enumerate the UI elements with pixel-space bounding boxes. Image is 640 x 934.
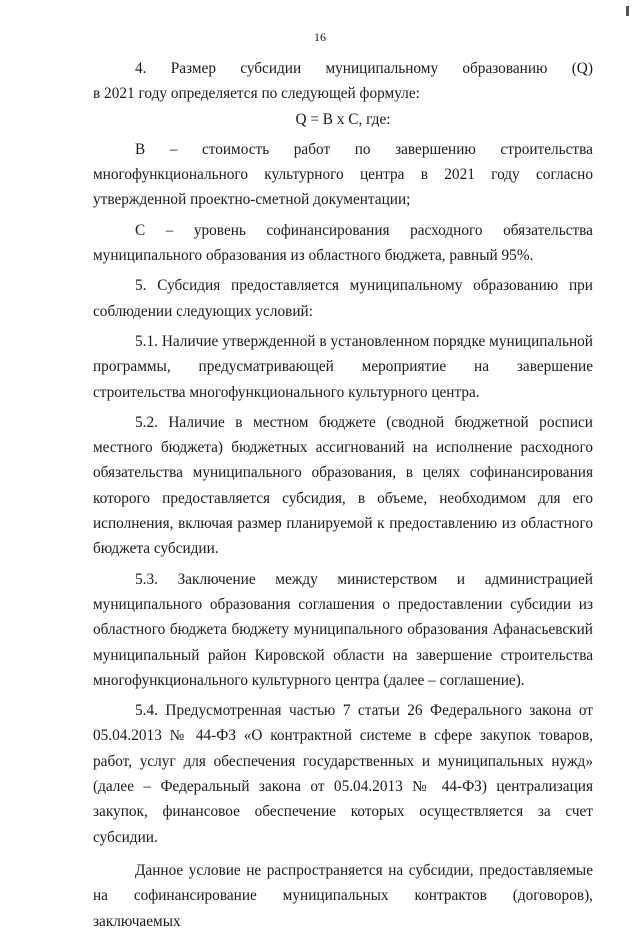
line-word: C xyxy=(135,221,146,239)
line-word: софинансирования xyxy=(266,221,390,239)
paragraph-5-3-first-line xyxy=(93,567,593,592)
line-word: – xyxy=(165,221,174,239)
line-word: Размер xyxy=(170,60,216,77)
line-word: по xyxy=(354,140,371,158)
line-word: стоимость xyxy=(201,140,270,158)
line-word: образованию xyxy=(462,60,548,77)
paragraph-5: 5. Субсидия предоставляется муниципальному образованию при соблюдении следующих условий: xyxy=(93,277,593,320)
paragraph-4-continuation: в 2021 году определяется по следующей формуле: xyxy=(93,85,420,103)
line-word: (Q) xyxy=(571,60,593,77)
line-word: субсидии xyxy=(240,60,302,77)
definition-b-first-line xyxy=(93,137,593,162)
line-word: завершению xyxy=(395,140,476,158)
line-word: между xyxy=(275,570,318,588)
scan-mark xyxy=(626,6,629,16)
line-word: Заключение xyxy=(177,570,256,588)
line-word: 5.3. xyxy=(135,570,158,588)
paragraph-4-first-line xyxy=(93,56,593,81)
line-word: расходного xyxy=(410,221,483,239)
formula: Q = B x C, где: xyxy=(295,110,391,128)
paragraph-5-4-note: Данное условие не распространяется на субсидии, предоставляемые на софинансирование муниципальных контрактов (договоров), заключаемых xyxy=(93,861,593,930)
definition-c-first-line xyxy=(93,218,593,243)
line-word: работ xyxy=(293,140,331,158)
definition-c-continuation: муниципального образования из областного бюджета, равный 95%. xyxy=(93,247,534,265)
line-word: муниципальному xyxy=(325,60,439,77)
paragraph-5-1: 5.1. Наличие утвержденной в установленном порядке муниципальной программы, предусматривающей мероприятие на завершение строительства многофункционального культурного центра. xyxy=(93,332,593,401)
line-word: министерством xyxy=(337,570,438,588)
paragraph-5-3-continuation: муниципального образования соглашения о предоставлении субсидии из областного бюджета бюджету муниципального образования Афанасьевский муниципальный район Кировской области на завершение строительства многофункционального культурного центра (далее – соглашение). xyxy=(93,595,593,689)
page-number: 16 xyxy=(314,30,326,44)
paragraph-5-4: 5.4. Предусмотренная частью 7 статьи 26 Федерального закона от 05.04.2013 № 44-ФЗ «О контрактной системе в сфере закупок товаров, работ, услуг для обеспечения государственных и муниципальных нужд» (далее – Федеральный закона от 05.04.2013 № 44-ФЗ) централизация закупок, финансовое обеспечение которых осуществляется за счет субсидии. xyxy=(93,702,593,846)
definition-b-continuation: многофункционального культурного центра в 2021 году согласно утвержденной проектно-сметной документации; xyxy=(93,166,593,209)
line-word: администрацией xyxy=(484,570,593,588)
line-word: уровень xyxy=(193,221,246,239)
line-word: и xyxy=(456,570,466,588)
line-word: B xyxy=(135,140,146,158)
document-body xyxy=(93,56,593,934)
line-word: 4. xyxy=(135,60,147,77)
line-word: обязательства xyxy=(503,221,593,239)
paragraph-5-2: 5.2. Наличие в местном бюджете (сводной бюджетной росписи местного бюджета) бюджетных ассигнований на исполнение расходного обязательства муниципального образования, в целях софинансирования которого предоставляется субсидия, в объеме, необходимом для его исполнения, включая размер планируемой к предоставлению из областного бюджета субсидии. xyxy=(93,413,593,558)
line-word: строительства xyxy=(500,140,593,158)
line-word: – xyxy=(169,140,178,158)
